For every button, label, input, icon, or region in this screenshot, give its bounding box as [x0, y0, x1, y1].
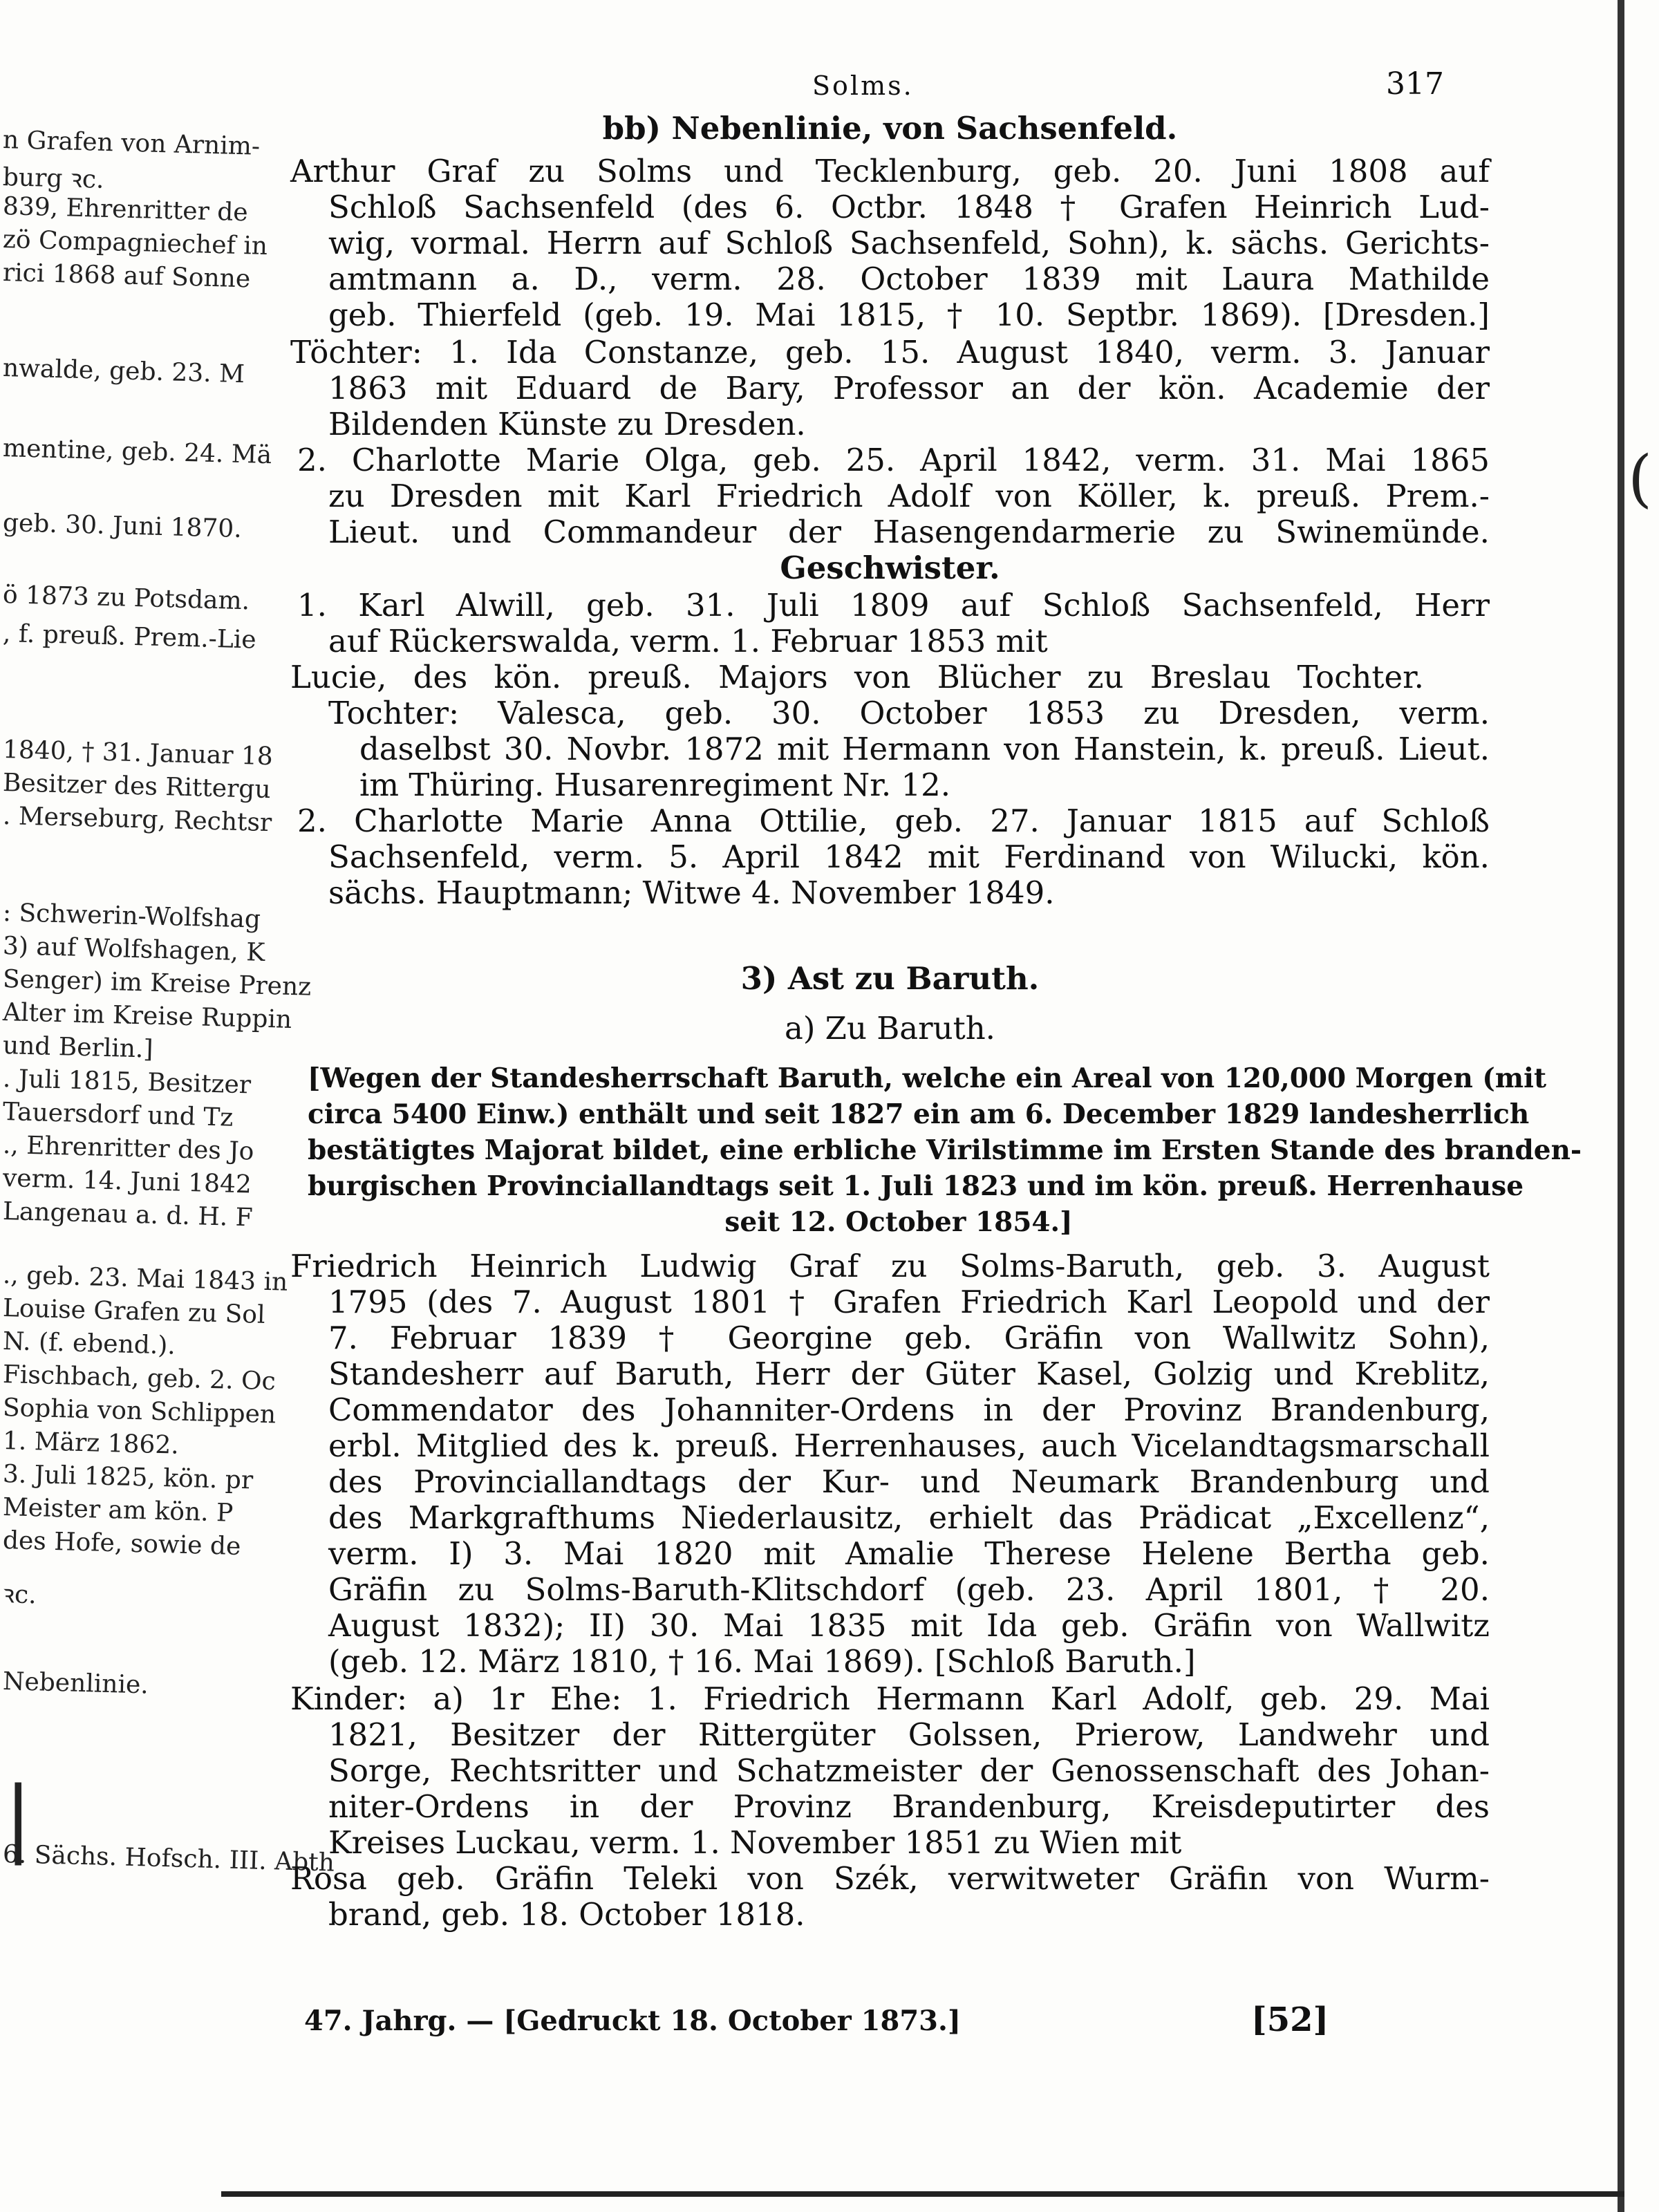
bleed-fragment: geb. 30. Juni 1870. [2, 509, 243, 544]
text-line: August 1832); II) 30. Mai 1835 mit Ida geb. Gräfin von Wallwitz [328, 1607, 1490, 1644]
bleed-fragment: Langenau a. d. H. F [2, 1197, 254, 1232]
text-line: wig, vormal. Herrn auf Schloß Sachsenfeld, Sohn), k. sächs. Gerichts- [328, 225, 1490, 261]
bleed-fragment: 3. Juli 1825, kön. pr [2, 1460, 254, 1495]
bleed-fragment: . Juli 1815, Besitzer [2, 1065, 252, 1100]
page-edge-bottom [221, 2191, 1624, 2197]
bleed-fragment: und Berlin.] [2, 1031, 153, 1064]
text-line: im Thüring. Husarenregiment Nr. 12. [359, 767, 951, 803]
text-line: 2. Charlotte Marie Olga, geb. 25. April 1842, verm. 31. Mai 1865 [297, 442, 1490, 478]
text-line: zu Dresden mit Karl Friedrich Adolf von Köller, k. preuß. Prem.- [328, 478, 1490, 514]
text-line: 1863 mit Eduard de Bary, Professor an der kön. Academie der [328, 370, 1490, 406]
subsection-heading: Geschwister. [780, 550, 1000, 586]
text-line: Kinder: a) 1r Ehe: 1. Friedrich Hermann Karl Adolf, geb. 29. Mai [290, 1680, 1490, 1717]
bleed-fragment: 3) auf Wolfshagen, K [2, 932, 265, 967]
bleed-fragment: des Hofe, sowie de [2, 1526, 241, 1562]
bleed-fragment: Nebenlinie. [2, 1667, 149, 1700]
text-line: Rosa geb. Gräfin Teleki von Szék, verwitweter Gräfin von Wurm- [290, 1860, 1490, 1897]
text-line: Gräfin zu Solms-Baruth-Klitschdorf (geb. 23. April 1801, † 20. [328, 1571, 1490, 1608]
text-line: erbl. Mitglied des k. preuß. Herrenhauses, auch Vicelandtagsmarschall [328, 1427, 1490, 1464]
text-line: (geb. 12. März 1810, † 16. Mai 1869). [Schloß Baruth.] [328, 1643, 1196, 1680]
bleed-fragment: Louise Grafen zu Sol [2, 1294, 266, 1329]
text-line: Sorge, Rechtsritter und Schatzmeister der Genossenschaft des Johan- [328, 1752, 1490, 1789]
text-line: Sachsenfeld, verm. 5. April 1842 mit Ferdinand von Wilucki, kön. [328, 838, 1490, 875]
bleed-fragment: Meister am kön. P [2, 1493, 234, 1528]
text-line: 7. Februar 1839 † Georgine geb. Gräfin von Wallwitz Sohn), [328, 1320, 1490, 1356]
text-line: Bildenden Künste zu Dresden. [328, 406, 806, 442]
text-line: 1821, Besitzer der Rittergüter Golssen, Prierow, Landwehr und [328, 1716, 1490, 1753]
text-line: verm. I) 3. Mai 1820 mit Amalie Therese Helene Bertha geb. [328, 1535, 1490, 1572]
bleed-fragment: nwalde, geb. 23. M [2, 354, 245, 389]
bleed-fragment: ꝛc. [2, 1580, 37, 1610]
bleed-fragment: Besitzer des Rittergu [2, 769, 272, 805]
note-line: seit 12. October 1854.] [724, 1206, 1073, 1238]
text-line: geb. Thierfeld (geb. 19. Mai 1815, † 10. Septbr. 1869). [Dresden.] [328, 297, 1490, 333]
text-line: Kreises Luckau, verm. 1. November 1851 zu Wien mit [328, 1824, 1182, 1861]
bleed-fragment: Tauersdorf und Tz [2, 1098, 234, 1132]
text-line: Standesherr auf Baruth, Herr der Güter Kasel, Golzig und Kreblitz, [328, 1356, 1490, 1392]
bleed-stroke: | [4, 1770, 32, 1866]
bleed-fragment: mentine, geb. 24. Mä [2, 434, 272, 470]
text-line: 1795 (des 7. August 1801 † Grafen Friedrich Karl Leopold und der [328, 1284, 1490, 1320]
ast-heading: 3) Ast zu Baruth. [740, 960, 1040, 997]
bleed-fragment: ö 1873 zu Potsdam. [2, 581, 250, 616]
text-line: Lieut. und Commandeur der Hasengendarmerie zu Swinemünde. [328, 514, 1490, 550]
bleed-fragment: verm. 14. Juni 1842 [2, 1164, 252, 1199]
note-line: [Wegen der Standesherrschaft Baruth, welche ein Areal von 120,000 Morgen (mit [308, 1062, 1546, 1094]
bleed-fragment: zö Compagniechef in [2, 225, 268, 261]
text-line: Schloß Sachsenfeld (des 6. Octbr. 1848 † Grafen Heinrich Lud- [328, 189, 1490, 225]
text-line: brand, geb. 18. October 1818. [328, 1896, 805, 1933]
margin-mark: ( [1628, 442, 1653, 515]
bleed-fragment: Senger) im Kreise Prenz [2, 965, 312, 1002]
text-line: niter-Ordens in der Provinz Brandenburg, Kreisdeputirter des [328, 1788, 1490, 1825]
bleed-fragment: n Grafen von Arnim- [2, 126, 261, 161]
sub-heading: a) Zu Baruth. [784, 1010, 995, 1047]
bleed-fragment: 1. März 1862. [2, 1427, 180, 1460]
bleed-fragment: Alter im Kreise Ruppin [2, 998, 292, 1034]
text-line: Tochter: Valesca, geb. 30. October 1853 zu Dresden, verm. [328, 695, 1490, 731]
bleed-fragment: . Merseburg, Rechtsr [2, 802, 272, 838]
section-heading: bb) Nebenlinie, von Sachsenfeld. [602, 110, 1178, 147]
text-line: Lucie, des kön. preuß. Majors von Blücher zu Breslau Tochter. [290, 659, 1424, 695]
text-line: Friedrich Heinrich Ludwig Graf zu Solms-Baruth, geb. 3. August [290, 1248, 1490, 1284]
bleed-fragment: Fischbach, geb. 2. Oc [2, 1360, 276, 1396]
bleed-fragment: : Schwerin-Wolfshag [2, 899, 261, 934]
bleed-fragment: 839, Ehrenritter de [2, 192, 249, 227]
text-line: daselbst 30. Novbr. 1872 mit Hermann von Hanstein, k. preuß. Lieut. [359, 731, 1490, 767]
bleed-fragment: N. (f. ebend.). [2, 1327, 176, 1360]
imprint-line: 47. Jahrg. — [Gedruckt 18. October 1873.] [304, 2005, 961, 2037]
text-line: 1. Karl Alwill, geb. 31. Juli 1809 auf Schloß Sachsenfeld, Herr [297, 587, 1490, 624]
text-line: Töchter: 1. Ida Constanze, geb. 15. August 1840, verm. 3. Januar [290, 334, 1490, 371]
page-number: 317 [1386, 66, 1444, 102]
bleed-fragment: ., geb. 23. Mai 1843 in [2, 1261, 288, 1297]
bleed-fragment: Sophia von Schlippen [2, 1394, 276, 1430]
text-line: 2. Charlotte Marie Anna Ottilie, geb. 27. Januar 1815 auf Schloß [297, 803, 1490, 839]
text-line: des Markgrafthums Niederlausitz, erhielt das Prädicat „Excellenz“, [328, 1499, 1490, 1536]
running-title: Solms. [812, 71, 914, 101]
bleed-fragment: burg ꝛc. [2, 163, 105, 194]
facing-page-bleed [0, 104, 335, 1970]
bleed-fragment: , f. preuß. Prem.-Lie [2, 619, 257, 655]
bleed-fragment: 6. Sächs. Hofsch. III. Abth [2, 1840, 335, 1877]
text-line: sächs. Hauptmann; Witwe 4. November 1849. [328, 874, 1055, 911]
note-line: circa 5400 Einw.) enthält und seit 1827 ein am 6. December 1829 landesherrlich [308, 1098, 1530, 1130]
text-line: Arthur Graf zu Solms und Tecklenburg, geb. 20. Juni 1808 auf [290, 153, 1490, 189]
bleed-fragment: 1840, † 31. Januar 18 [2, 735, 274, 771]
text-line: auf Rückerswalda, verm. 1. Februar 1853 mit [328, 623, 1048, 659]
note-line: burgischen Provinciallandtags seit 1. Juli 1823 und im kön. preuß. Herrenhause [308, 1170, 1524, 1202]
text-line: des Provinciallandtags der Kur- und Neumark Brandenburg und [328, 1463, 1490, 1500]
bleed-fragment: ., Ehrenritter des Jo [2, 1131, 254, 1166]
note-line: bestätigtes Majorat bildet, eine erbliche Virilstimme im Ersten Stande des branden- [308, 1134, 1582, 1166]
bleed-fragment: rici 1868 auf Sonne [2, 259, 251, 294]
text-line: Commendator des Johanniter-Ordens in der Provinz Brandenburg, [328, 1391, 1490, 1428]
sheet-number: [52] [1251, 2000, 1329, 2039]
text-line: amtmann a. D., verm. 28. October 1839 mit Laura Mathilde [328, 261, 1490, 297]
page-edge-right [1618, 0, 1624, 2212]
